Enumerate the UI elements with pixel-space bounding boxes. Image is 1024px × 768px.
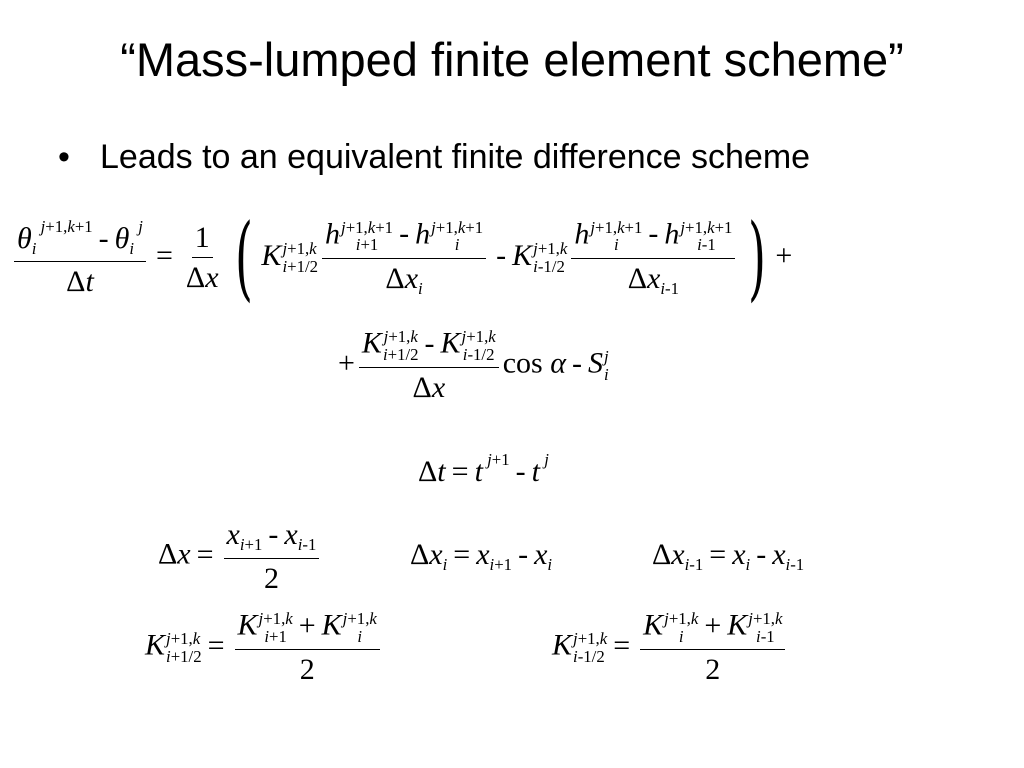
main-equation-line-2: + K j+1,k i+1/2 - K j+1,k i-1/2 Δx cos α - S j i [338,326,609,405]
k-minus-half-definition: K j+1,k i-1/2 = K j+1,k i + K j+1,k i-1 2 [552,610,789,685]
bullet-dot: • [58,138,70,176]
k-plus-half-definition: K j+1,k i+1/2 = K j+1,k i+1 + K j+1,k i 2 [145,610,384,685]
main-equation-line-1: $\frac{\theta_i ^{j+1,k+1} - \theta_i ^j}{\Delta t}$ = $\frac{1}{\Delta x}$ ( K j+1,k i+1/2 h j+1,k+1 i+1 - h j+1,k+1 i $\Delta x_i$ - K j+1,k i-1/2 h j+1,k+1 i - h j+1,k+1 i-1 $\Delta x_{i-1}$ ) + [10,212,792,304]
dx-definition: Δx = $\frac{x_{i+1} - x_{i-1}}{2}$ [158,520,323,594]
slide-title: “Mass-lumped finite element scheme” [120,33,904,86]
dxim1-definition: $\Delta x_{i-1} = x_i - x_{i-1}$ [652,538,805,574]
bullet-text: Leads to an equivalent finite difference scheme [100,138,811,176]
bullet-item [58,133,810,181]
dt-definition: Δt = t $^{j+1}$ - t $^j$ [418,450,549,488]
dxi-definition: $\Delta x_i = x_{i+1} - x_i$ [410,538,553,574]
